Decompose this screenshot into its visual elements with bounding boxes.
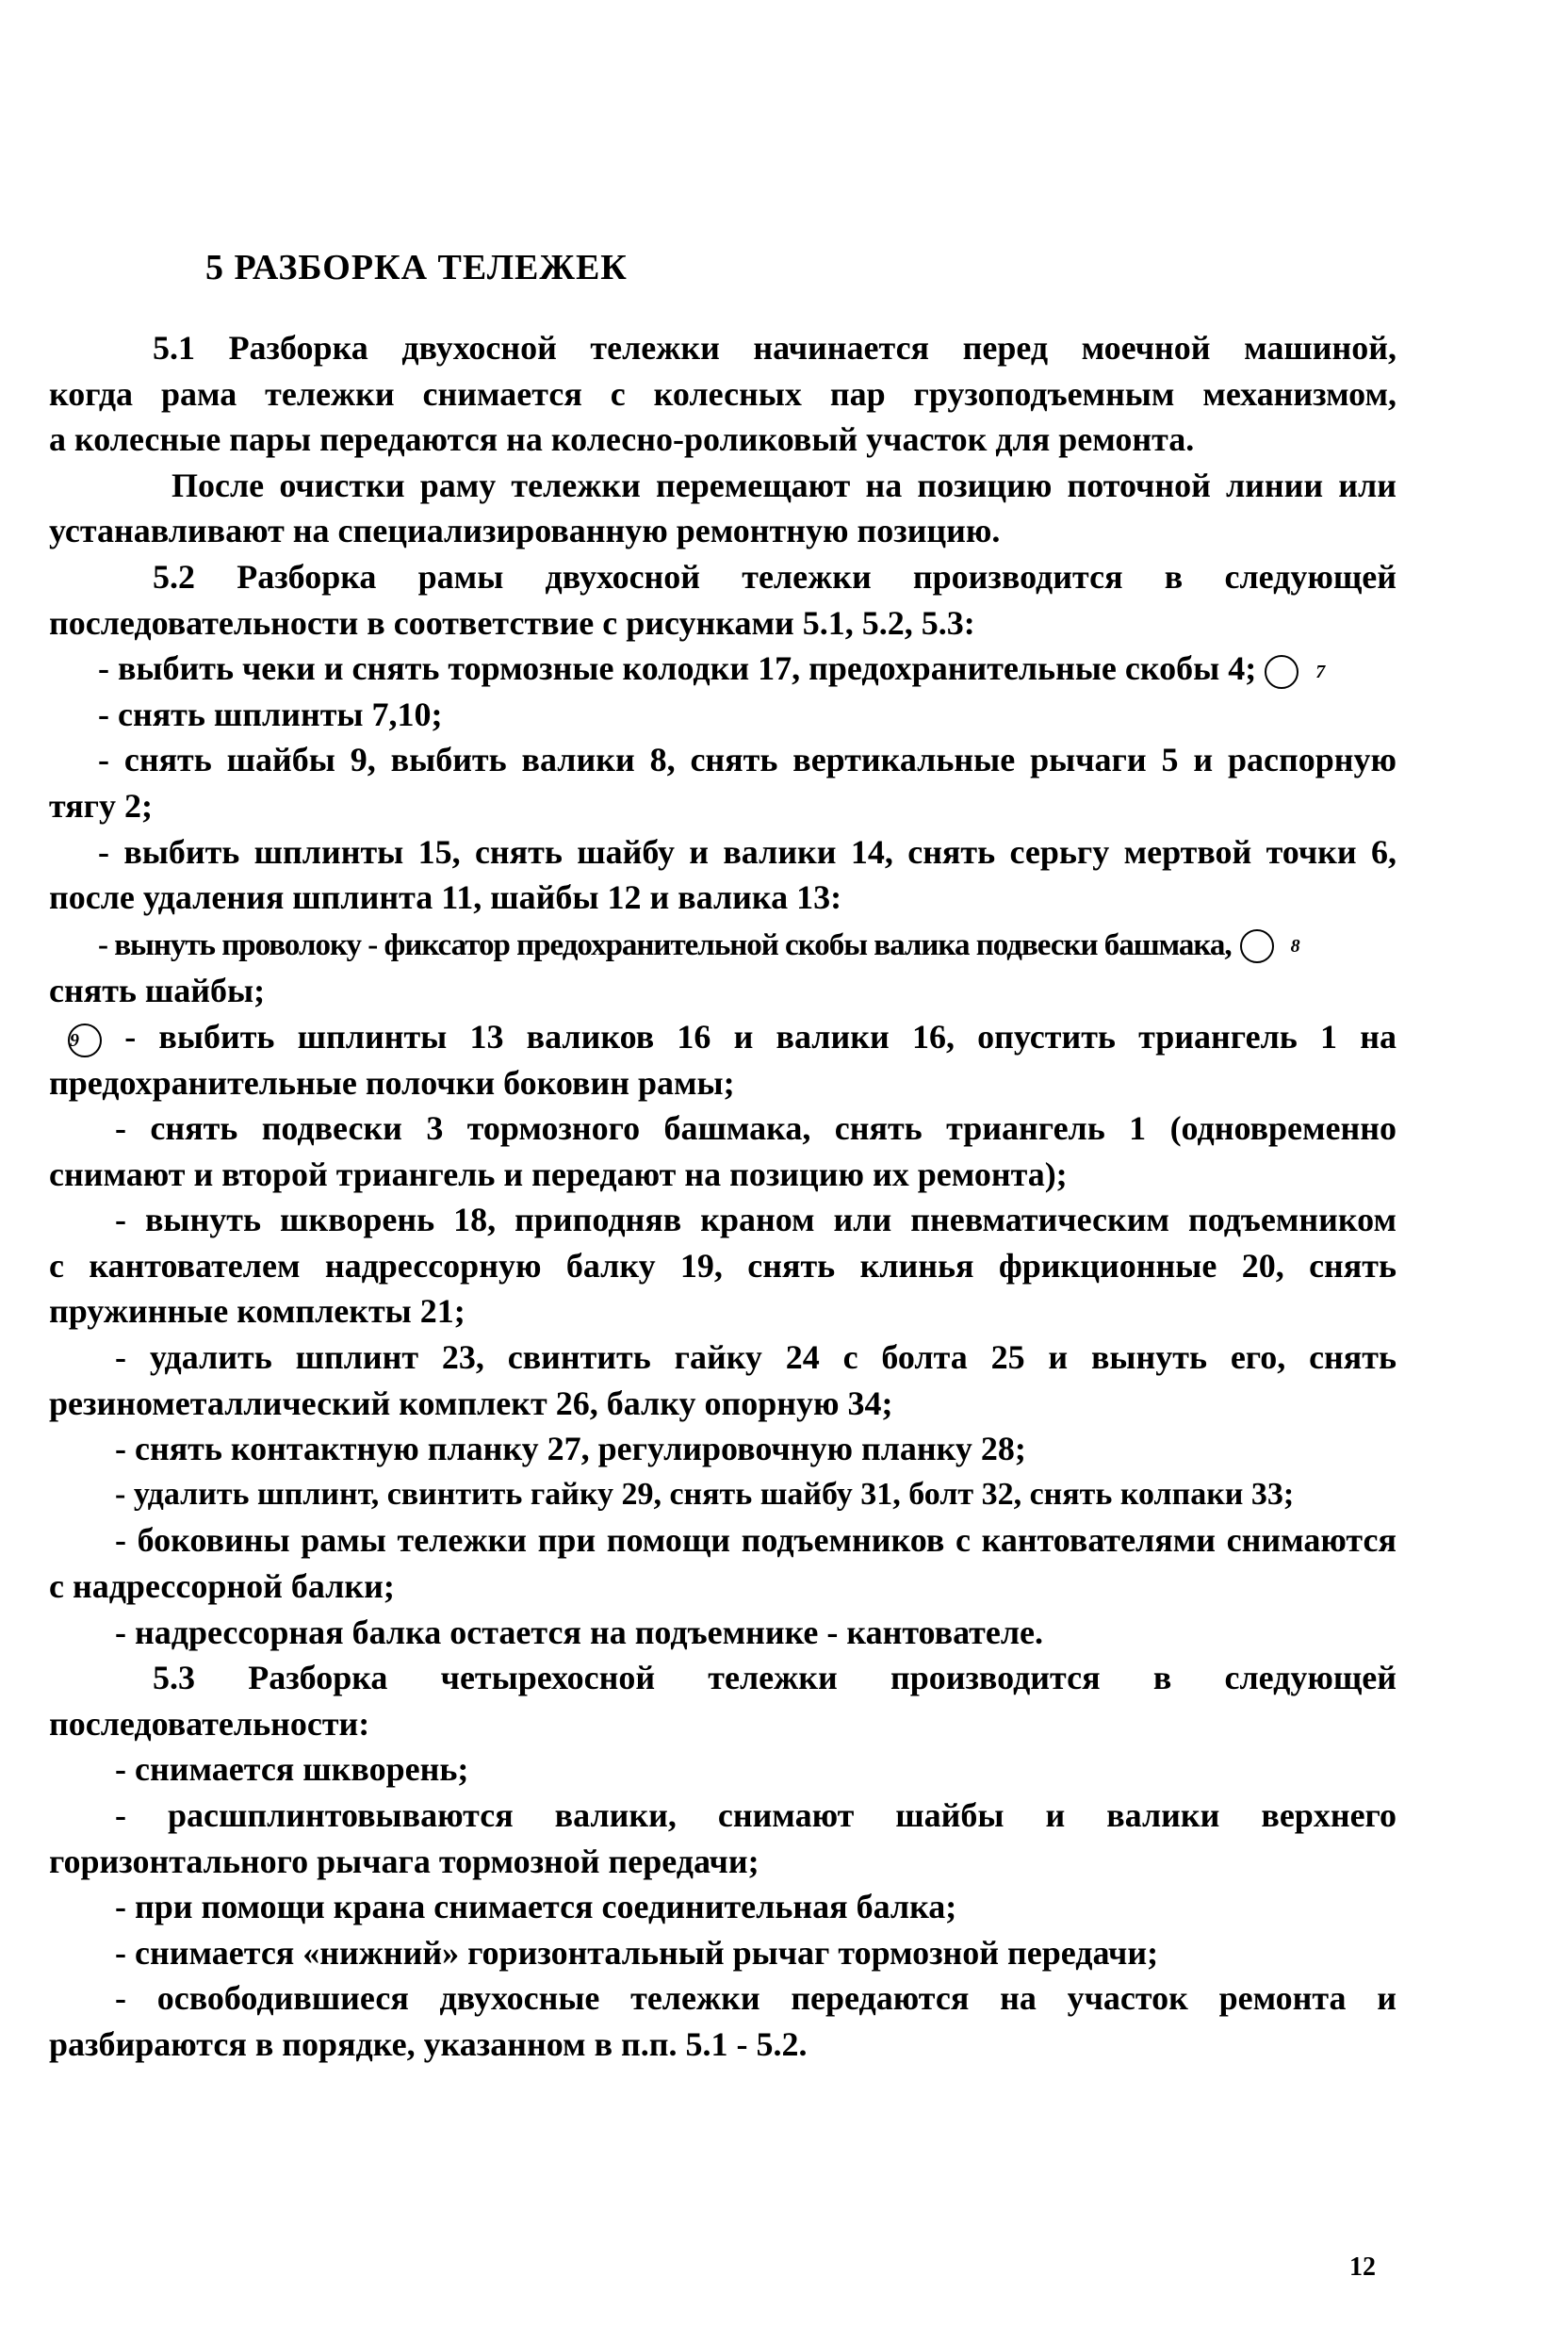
text-line: 5.3 Разборка четырехосной тележки производится в следующей (153, 1659, 1396, 1697)
text-line: горизонтального рычага тормозной передачи; (49, 1842, 760, 1880)
text-line: снять шайбы; (49, 972, 266, 1010)
page-number: 12 (1349, 2252, 1376, 2282)
line-text: - вынуть проволоку - фиксатор предохранительной скобы валика подвески башмака, (98, 927, 1232, 962)
text-line: пружинные комплекты 21; (49, 1292, 466, 1331)
circled-mark-icon: 8 (1240, 929, 1274, 963)
text-line: - снимается «нижний» горизонтальный рычаг тормозной передачи; (115, 1933, 1159, 1972)
text-line: После очистки раму тележки перемещают на позицию поточной линии или (172, 466, 1396, 504)
text-line: после удаления шплинта 11, шайбы 12 и валика 13: (49, 878, 842, 917)
text-line (49, 921, 1396, 969)
text-line: - освободившиеся двухосные тележки передаются на участок ремонта и (115, 1979, 1396, 2018)
section-title: 5 РАЗБОРКА ТЕЛЕЖЕК (205, 248, 628, 287)
text-line: - выбить шплинты 15, снять шайбу и валики 14, снять серьгу мертвой точки 6, (98, 832, 1396, 871)
text-line: снимают и второй триангель и передают на позицию их ремонта); (49, 1155, 1068, 1193)
text-line: предохранительные полочки боковин рамы; (49, 1063, 735, 1102)
text-line: - снять шплинты 7,10; (98, 695, 443, 733)
text-line: а колесные пары передаются на колесно-роликовый участок для ремонта. (49, 420, 1195, 459)
text-line: 5.2 Разборка рамы двухосной тележки производится в следующей (153, 557, 1396, 596)
text-line: - вынуть шкворень 18, приподняв краном или пневматическим подъемником (115, 1201, 1396, 1239)
line-text: - выбить шплинты 13 валиков 16 и валики 16, опустить триангель 1 на (124, 1017, 1397, 1056)
text-line: последовательности: (49, 1704, 370, 1743)
text-line: - снять шайбы 9, выбить валики 8, снять вертикальные рычаги 5 и распорную (98, 741, 1396, 779)
text-line: резинометаллический комплект 26, балку опорную 34; (49, 1384, 893, 1422)
text-line: тягу 2; (49, 786, 154, 825)
text-line: с кантователем надрессорную балку 19, снять клинья фрикционные 20, снять (49, 1246, 1396, 1285)
text-line: - удалить шплинт 23, свинтить гайку 24 с болта 25 и вынуть его, снять (115, 1338, 1396, 1377)
text-line: когда рама тележки снимается с колесных пар грузоподъемным механизмом, (49, 374, 1396, 413)
text-line: - при помощи крана снимается соединительная балка; (115, 1888, 957, 1926)
line-text: - выбить чеки и снять тормозные колодки 17, предохранительные скобы 4; (98, 649, 1257, 688)
text-line: - боковины рамы тележки при помощи подъемников с кантователями снимаются (115, 1521, 1396, 1560)
text-line: разбираются в порядке, указанном в п.п. 5.1 - 5.2. (49, 2024, 808, 2063)
text-line (49, 646, 1396, 692)
circled-mark-icon: 9 (68, 1024, 102, 1057)
text-line: - снимается шкворень; (115, 1750, 469, 1789)
text-line: - снять контактную планку 27, регулировочную планку 28; (115, 1430, 1026, 1468)
text-line: с надрессорной балки; (49, 1567, 395, 1606)
document-body (49, 325, 1396, 2068)
text-line (49, 1014, 1396, 1060)
circled-mark-icon: 7 (1265, 655, 1298, 689)
text-line: - удалить шплинт, свинтить гайку 29, снять шайбу 31, болт 32, снять колпаки 33; (115, 1476, 1295, 1512)
text-line: устанавливают на специализированную ремонтную позицию. (49, 512, 1001, 550)
text-line: 5.1 Разборка двухосной тележки начинается перед моечной машиной, (153, 329, 1396, 367)
text-line: последовательности в соответствие с рисунками 5.1, 5.2, 5.3: (49, 603, 975, 642)
text-line: - расшплинтовываются валики, снимают шайбы и валики верхнего (115, 1796, 1396, 1834)
text-line: - надрессорная балка остается на подъемнике - кантователе. (115, 1613, 1043, 1651)
text-line: - снять подвески 3 тормозного башмака, снять триангель 1 (одновременно (115, 1109, 1396, 1148)
